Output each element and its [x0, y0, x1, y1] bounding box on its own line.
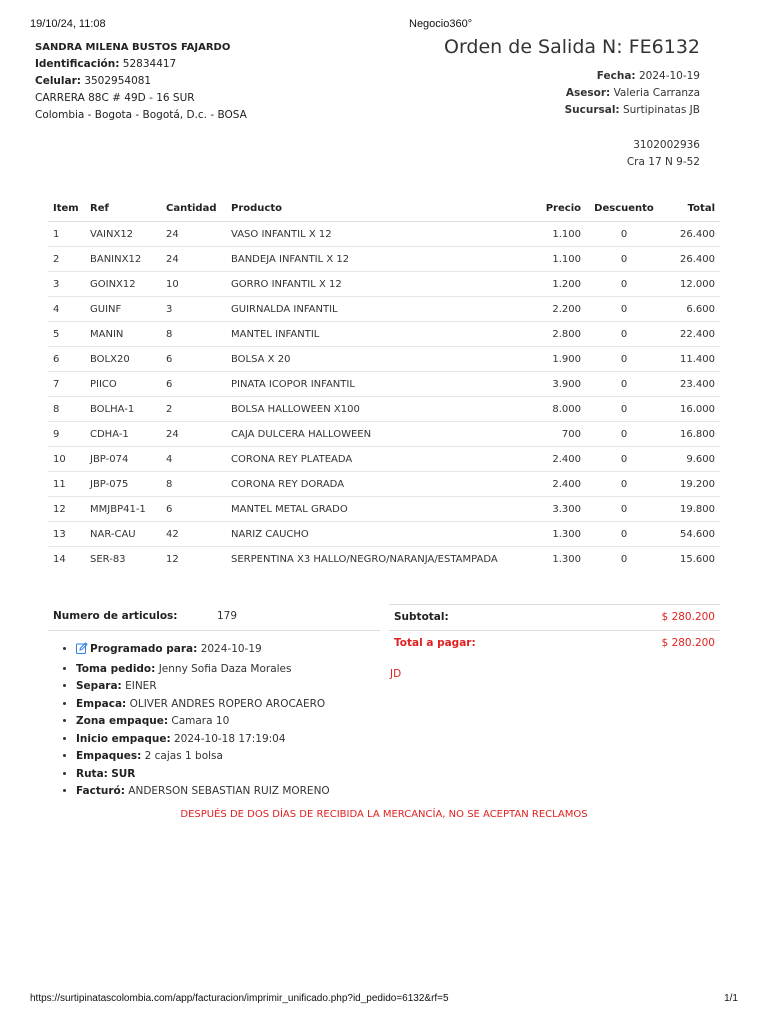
cell-ref: MMJBP41-1 [85, 497, 161, 522]
cell-precio: 1.900 [521, 347, 586, 372]
table-row [48, 247, 720, 272]
col-header-cantidad: Cantidad [161, 196, 226, 222]
print-page-number: 1/1 [724, 993, 738, 1004]
cell-cantidad: 6 [161, 372, 226, 397]
detail-label: Separa: [76, 680, 122, 692]
cell-total: 26.400 [662, 247, 720, 272]
table-row [48, 472, 720, 497]
cell-cantidad: 8 [161, 322, 226, 347]
customer-phone-line [35, 73, 247, 90]
cell-cantidad: 4 [161, 447, 226, 472]
cell-ref: GUINF [85, 297, 161, 322]
cell-descuento: 0 [586, 322, 662, 347]
cell-item: 2 [48, 247, 85, 272]
detail-label: Programado para: [90, 643, 198, 655]
detail-separa [76, 678, 330, 696]
col-header-ref: Ref [85, 196, 161, 222]
detail-value: 2 cajas 1 bolsa [144, 750, 223, 762]
detail-ruta [76, 766, 330, 784]
order-branch-line [565, 102, 700, 119]
col-header-total: Total [662, 196, 720, 222]
detail-label: Inicio empaque: [76, 732, 171, 745]
detail-label: Zona empaque: [76, 715, 169, 727]
cell-descuento: 0 [586, 497, 662, 522]
cell-cantidad: 3 [161, 297, 226, 322]
cell-ref: VAINX12 [85, 222, 161, 247]
order-branch-label: Sucursal: [564, 104, 620, 116]
cell-ref: SER-83 [90, 553, 126, 565]
cell-ref: BOLHA-1 [85, 397, 161, 422]
cell-cantidad: 42 [161, 522, 226, 547]
subtotal-label: Subtotal: [394, 611, 449, 623]
subtotal-row [389, 604, 720, 630]
cell-ref: GOINX12 [85, 272, 161, 297]
cell-ref: NAR-CAU [85, 522, 161, 547]
cell-item: 6 [48, 347, 85, 372]
cell-total: 19.800 [662, 497, 720, 522]
cell-producto: GORRO INFANTIL X 12 [226, 272, 521, 297]
cell-total: 15.600 [680, 553, 715, 565]
cell-item: 9 [48, 422, 85, 447]
customer-id-line [35, 56, 247, 73]
table-row [48, 222, 720, 247]
table-row [48, 397, 720, 422]
cell-total: 19.200 [662, 472, 720, 497]
cell-total: 54.600 [662, 522, 720, 547]
table-row [48, 522, 720, 547]
cell-descuento: 0 [586, 372, 662, 397]
cell-total: 22.400 [662, 322, 720, 347]
detail-value: 2024-10-18 17:19:04 [174, 732, 286, 745]
detail-value: SUR [111, 767, 136, 780]
detail-value: Camara 10 [171, 715, 230, 727]
cell-descuento: 0 [586, 222, 662, 247]
cell-descuento: 0 [586, 397, 662, 422]
customer-info [35, 39, 247, 124]
table-row [48, 497, 720, 522]
detail-zona-empaque [76, 713, 330, 731]
table-row [48, 272, 720, 297]
customer-phone-value: 3502954081 [84, 75, 152, 87]
cell-total: 16.000 [662, 397, 720, 422]
order-details-list [60, 641, 330, 801]
order-date-line [565, 68, 700, 85]
items-body [48, 222, 720, 572]
cell-precio: 1.100 [521, 222, 586, 247]
print-datetime: 19/10/24, 11:08 [30, 18, 106, 30]
cell-item: 13 [48, 522, 85, 547]
detail-value: Jenny Sofia Daza Morales [158, 662, 292, 675]
cell-ref: JBP-075 [85, 472, 161, 497]
cell-cantidad: 24 [161, 422, 226, 447]
detail-label: Empaques: [76, 750, 142, 762]
customer-location: Colombia - Bogota - Bogotá, D.c. - BOSA [35, 109, 247, 121]
cell-precio: 2.400 [521, 472, 586, 497]
cell-cantidad: 24 [161, 222, 226, 247]
articles-count [48, 604, 380, 631]
cell-precio: 8.000 [521, 397, 586, 422]
cell-cantidad: 12 [166, 553, 179, 565]
cell-total: 12.000 [662, 272, 720, 297]
cell-descuento: 0 [586, 247, 662, 272]
order-branch-value: Surtipinatas JB [622, 104, 700, 116]
cell-producto: CORONA REY DORADA [226, 472, 521, 497]
print-page-title: Negocio360° [409, 18, 473, 30]
cell-item: 7 [48, 372, 85, 397]
cell-item: 14 [53, 553, 66, 565]
articles-label: Numero de articulos: [53, 610, 178, 622]
cell-ref: PIICO [85, 372, 161, 397]
customer-phone-label: Celular: [35, 75, 81, 87]
cell-descuento: 0 [586, 447, 662, 472]
cell-producto: GUIRNALDA INFANTIL [226, 297, 521, 322]
cell-cantidad: 6 [161, 497, 226, 522]
cell-producto: NARIZ CAUCHO [226, 522, 521, 547]
cell-ref: MANIN [85, 322, 161, 347]
cell-descuento: 0 [586, 472, 662, 497]
customer-address: CARRERA 88C # 49D - 16 SUR [35, 92, 195, 104]
order-advisor-value: Valeria Carranza [613, 87, 700, 99]
cell-producto: BOLSA HALLOWEEN X100 [226, 397, 521, 422]
cell-producto: MANTEL METAL GRADO [226, 497, 521, 522]
table-row [48, 347, 720, 372]
table-row [48, 547, 720, 572]
cell-producto: SERPENTINA X3 HALLO/NEGRO/NARANJA/ESTAMPADA [231, 553, 498, 565]
order-date-value: 2024-10-19 [638, 70, 700, 82]
cell-ref: CDHA-1 [85, 422, 161, 447]
table-row [48, 447, 720, 472]
print-url: https://surtipinatascolombia.com/app/facturacion/imprimir_unificado.php?id_pedido=6132&rf=5 [30, 993, 449, 1004]
cell-total: 16.800 [662, 422, 720, 447]
cell-precio: 1.300 [521, 522, 586, 547]
cell-total: 23.400 [662, 372, 720, 397]
cell-ref: BOLX20 [85, 347, 161, 372]
detail-toma-pedido [76, 661, 330, 679]
total-row [389, 630, 720, 656]
store-address: Cra 17 N 9-52 [626, 156, 700, 168]
cell-precio: 2.400 [521, 447, 586, 472]
cell-precio: 2.200 [521, 297, 586, 322]
cell-cantidad: 6 [161, 347, 226, 372]
cell-descuento: 0 [586, 522, 662, 547]
initials: JD [390, 668, 402, 680]
detail-facturo [76, 783, 330, 801]
total-label: Total a pagar: [394, 637, 476, 649]
cell-descuento: 0 [620, 553, 628, 565]
table-row [48, 422, 720, 447]
cell-precio: 1.200 [521, 272, 586, 297]
cell-item: 4 [48, 297, 85, 322]
subtotal-value: $ 280.200 [661, 611, 715, 623]
cell-precio: 1.300 [552, 553, 581, 565]
cell-producto: CORONA REY PLATEADA [226, 447, 521, 472]
cell-descuento: 0 [586, 272, 662, 297]
cell-descuento: 0 [586, 347, 662, 372]
col-header-precio: Precio [521, 196, 586, 222]
cell-item: 5 [48, 322, 85, 347]
cell-producto: CAJA DULCERA HALLOWEEN [226, 422, 521, 447]
order-date-label: Fecha: [596, 70, 636, 82]
detail-value: 2024-10-19 [200, 643, 262, 655]
articles-value: 179 [217, 610, 238, 622]
cell-cantidad: 24 [161, 247, 226, 272]
cell-producto: BANDEJA INFANTIL X 12 [226, 247, 521, 272]
cell-item: 8 [48, 397, 85, 422]
cell-producto: PINATA ICOPOR INFANTIL [226, 372, 521, 397]
cell-precio: 3.900 [521, 372, 586, 397]
items-table [48, 196, 720, 571]
detail-value: ANDERSON SEBASTIAN RUIZ MORENO [128, 785, 330, 797]
cell-producto: BOLSA X 20 [226, 347, 521, 372]
detail-label: Toma pedido: [76, 662, 156, 675]
customer-id-label: Identificación: [35, 58, 120, 70]
store-phone: 3102002936 [633, 139, 700, 151]
cell-cantidad: 8 [161, 472, 226, 497]
detail-programado [76, 641, 330, 661]
cell-cantidad: 2 [161, 397, 226, 422]
table-row [48, 372, 720, 397]
cell-total: 11.400 [662, 347, 720, 372]
cell-item: 1 [48, 222, 85, 247]
col-header-producto: Producto [226, 196, 521, 222]
order-meta [565, 68, 700, 119]
store-info [627, 137, 700, 171]
cell-descuento: 0 [586, 297, 662, 322]
detail-value: OLIVER ANDRES ROPERO AROCAERO [129, 697, 326, 710]
cell-producto: VASO INFANTIL X 12 [226, 222, 521, 247]
cell-item: 12 [48, 497, 85, 522]
customer-id-value: 52834417 [122, 58, 177, 70]
detail-label: Facturó: [76, 785, 125, 797]
cell-item: 11 [48, 472, 85, 497]
cell-precio: 3.300 [521, 497, 586, 522]
table-header-row [48, 196, 720, 222]
detail-empaques [76, 748, 330, 766]
detail-label: Ruta: [76, 767, 108, 780]
cell-item: 3 [48, 272, 85, 297]
cell-total: 6.600 [662, 297, 720, 322]
cell-total: 9.600 [662, 447, 720, 472]
edit-icon[interactable] [76, 642, 88, 661]
detail-inicio-empaque [76, 731, 330, 749]
cell-descuento: 0 [586, 422, 662, 447]
customer-name: SANDRA MILENA BUSTOS FAJARDO [35, 42, 231, 53]
cell-precio: 1.100 [521, 247, 586, 272]
totals-box [389, 604, 720, 656]
detail-label: Empaca: [76, 697, 127, 710]
order-advisor-label: Asesor: [565, 87, 611, 99]
total-value: $ 280.200 [661, 637, 715, 649]
order-advisor-line [565, 85, 700, 102]
col-header-item: Item [48, 196, 85, 222]
cell-total: 26.400 [662, 222, 720, 247]
cell-producto: MANTEL INFANTIL [226, 322, 521, 347]
col-header-descuento: Descuento [586, 196, 662, 222]
table-row [48, 297, 720, 322]
claims-warning: DESPUÉS DE DOS DÍAS DE RECIBIDA LA MERCANCÍA, NO SE ACEPTAN RECLAMOS [180, 809, 588, 820]
cell-precio: 2.800 [521, 322, 586, 347]
order-title: Orden de Salida N: FE6132 [444, 36, 700, 58]
cell-item: 10 [48, 447, 85, 472]
cell-cantidad: 10 [161, 272, 226, 297]
cell-ref: BANINX12 [85, 247, 161, 272]
detail-empaca [76, 696, 330, 714]
detail-value: EINER [125, 680, 157, 692]
cell-precio: 700 [521, 422, 586, 447]
cell-ref: JBP-074 [85, 447, 161, 472]
table-row [48, 322, 720, 347]
